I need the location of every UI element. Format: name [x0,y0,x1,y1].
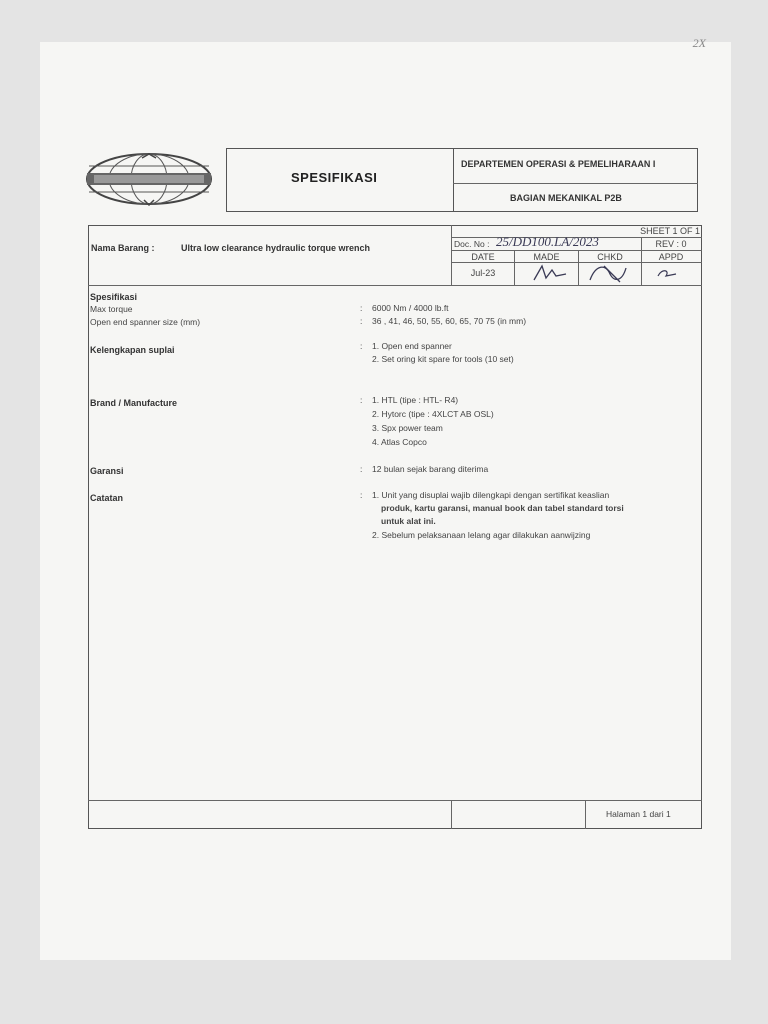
spec-row-label: Open end spanner size (mm) [90,317,201,327]
brand-item: 4. Atlas Copco [372,437,427,447]
department-label: DEPARTEMEN OPERASI & PEMELIHARAAN I [461,159,656,169]
garansi-label: Garansi [90,466,124,476]
colon: : [360,303,363,313]
rev-label: REV : 0 [655,239,687,249]
catatan-line: 1. Unit yang disuplai wajib dilengkapi dengan sertifikat keaslian [372,490,610,500]
catatan-label: Catatan [90,493,124,503]
page-mark: 2X [692,36,706,50]
doc-no-label: Doc. No : [454,239,490,249]
catatan-line: 2. Sebelum pelaksanaan lelang agar dilakukan aanwijzing [372,530,591,540]
sheet-label: SHEET 1 OF 1 [640,226,700,236]
kelengkapan-item: 1. Open end spanner [372,341,452,351]
doc-no-value: 25/DD100.LA/2023 [496,234,599,249]
spec-row-value: 6000 Nm / 4000 lb.ft [372,303,449,313]
brand-label: Brand / Manufacture [90,398,178,408]
brand-item: 2. Hytorc (tipe : 4XLCT AB OSL) [372,409,494,419]
spec-heading: Spesifikasi [90,292,138,302]
date-label: DATE [471,252,495,262]
brand-item: 1. HTL (tipe : HTL- R4) [372,395,459,405]
document-title: SPESIFIKASI [291,170,378,185]
kelengkapan-label: Kelengkapan suplai [90,345,175,355]
chkd-label: CHKD [597,252,623,262]
company-logo [84,152,214,206]
appd-label: APPD [658,252,684,262]
colon: : [360,490,363,500]
appd-signature [652,264,682,282]
made-label: MADE [533,252,560,262]
page-number: Halaman 1 dari 1 [606,809,671,819]
spec-row-label: Max torque [90,304,133,314]
catatan-line: untuk alat ini. [381,516,436,526]
spec-row-value: 36 , 41, 46, 50, 55, 60, 65, 70 75 (in mm) [372,316,527,326]
colon: : [360,341,363,351]
section-label: BAGIAN MEKANIKAL P2B [510,193,622,203]
garansi-value: 12 bulan sejak barang diterima [372,464,489,474]
chkd-signature [586,260,636,286]
kelengkapan-item: 2. Set oring kit spare for tools (10 set) [372,354,514,364]
item-label: Nama Barang : [91,243,155,253]
item-value: Ultra low clearance hydraulic torque wrench [181,243,371,253]
catatan-line: produk, kartu garansi, manual book dan tabel standard torsi [381,503,624,513]
colon: : [360,316,363,326]
colon: : [360,464,363,474]
colon: : [360,395,363,405]
made-signature [530,262,570,284]
date-value: Jul-23 [470,268,496,278]
brand-item: 3. Spx power team [372,423,443,433]
